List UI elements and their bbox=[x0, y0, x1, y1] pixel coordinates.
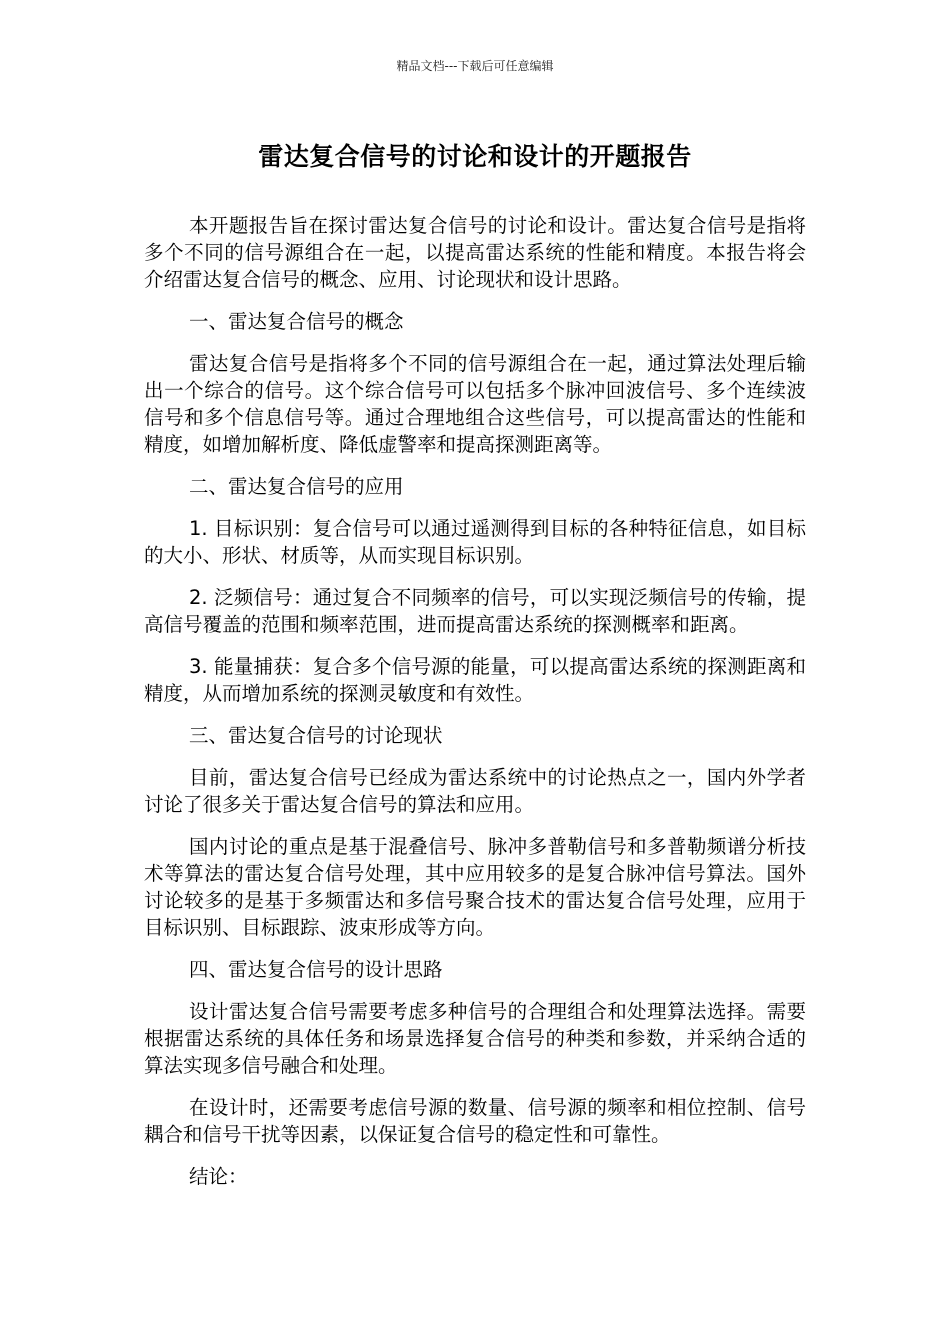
application-item-target-recognition: 1. 目标识别：复合信号可以通过遥测得到目标的各种特征信息，如目标的大小、形状、材质等，从而实现目标识别。 bbox=[144, 517, 806, 567]
conclusion-heading: 结论： bbox=[189, 1165, 248, 1188]
document-title: 雷达复合信号的讨论和设计的开题报告 bbox=[258, 142, 692, 171]
research-status-paragraph-2: 国内讨论的重点是基于混叠信号、脉冲多普勒信号和多普勒频谱分析技术等算法的雷达复合信号处理，其中应用较多的是复合脉冲信号算法。国外讨论较多的是基于多频雷达和多信号聚合技术的雷达复合信号处理，应用于目标识别、目标跟踪、波束形成等方向。 bbox=[144, 835, 806, 939]
design-paragraph-2: 在设计时，还需要考虑信号源的数量、信号源的频率和相位控制、信号耦合和信号干扰等因素，以保证复合信号的稳定性和可靠性。 bbox=[144, 1096, 806, 1146]
section-heading-concept: 一、雷达复合信号的概念 bbox=[189, 310, 404, 333]
application-item-wideband-signal: 2. 泛频信号：通过复合不同频率的信号，可以实现泛频信号的传输，提高信号覆盖的范围和频率范围，进而提高雷达系统的探测概率和距离。 bbox=[144, 586, 806, 636]
design-paragraph-1: 设计雷达复合信号需要考虑多种信号的合理组合和处理算法选择。需要根据雷达系统的具体任务和场景选择复合信号的种类和参数，并采纳合适的算法实现多信号融合和处理。 bbox=[144, 1000, 806, 1077]
page-header: 精品文档---下载后可任意编辑 bbox=[396, 59, 554, 73]
section-heading-research-status: 三、雷达复合信号的讨论现状 bbox=[189, 724, 443, 747]
document-body bbox=[144, 212, 806, 1205]
section-heading-applications: 二、雷达复合信号的应用 bbox=[189, 475, 404, 498]
intro-paragraph: 本开题报告旨在探讨雷达复合信号的讨论和设计。雷达复合信号是指将多个不同的信号源组合在一起，以提高雷达系统的性能和精度。本报告将会介绍雷达复合信号的概念、应用、讨论现状和设计思路。 bbox=[144, 214, 806, 291]
concept-paragraph: 雷达复合信号是指将多个不同的信号源组合在一起，通过算法处理后输出一个综合的信号。这个综合信号可以包括多个脉冲回波信号、多个连续波信号和多个信息信号等。通过合理地组合这些信号，可以提高雷达的性能和精度，如增加解析度、降低虚警率和提高探测距离等。 bbox=[144, 352, 806, 456]
application-item-energy-capture: 3. 能量捕获：复合多个信号源的能量，可以提高雷达系统的探测距离和精度，从而增加系统的探测灵敏度和有效性。 bbox=[144, 655, 806, 705]
section-heading-design: 四、雷达复合信号的设计思路 bbox=[189, 958, 443, 981]
research-status-paragraph-1: 目前，雷达复合信号已经成为雷达系统中的讨论热点之一，国内外学者讨论了很多关于雷达复合信号的算法和应用。 bbox=[144, 766, 806, 816]
